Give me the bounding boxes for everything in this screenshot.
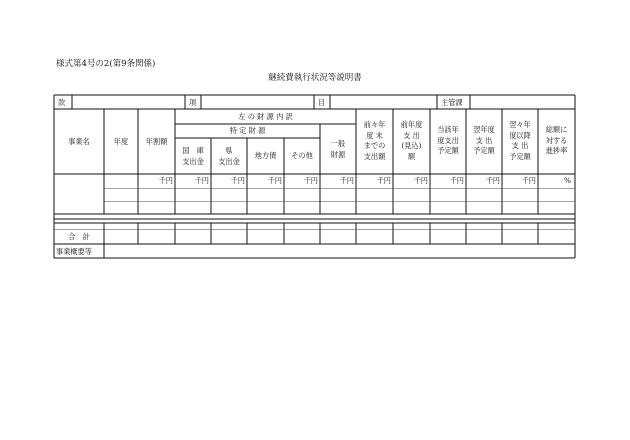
col-ippan: 一般 財源 <box>330 139 346 159</box>
unit-chihosai: 千円 <box>267 176 282 185</box>
unit-ippan: 千円 <box>339 176 354 185</box>
shukanka-label: 主管課 <box>441 98 463 107</box>
unit-zenzen: 千円 <box>376 176 391 185</box>
jigyo-gaiyo-label: 事業概要等 <box>56 247 92 256</box>
moku-label: 目 <box>318 98 326 107</box>
unit-ken: 千円 <box>230 176 245 185</box>
col-zenzen: 前々年 度 末 までの 支出額 <box>363 120 386 161</box>
document-title: 継続費執行状況等説明書 <box>268 73 362 83</box>
col-yokuyoku: 翌々年 度以降 支 出 予定額 <box>509 120 531 161</box>
col-nendo: 年度 <box>113 137 129 146</box>
col-sonota: その他 <box>291 151 313 160</box>
col-tokutei-zaigen: 特 定 財 源 <box>229 126 266 135</box>
col-zennendo: 前年度 支 出 (見込) 額 <box>400 120 423 161</box>
unit-sonota: 千円 <box>303 176 318 185</box>
col-togai: 当該年 度支出 予定額 <box>437 125 459 155</box>
col-jigyomei: 事業名 <box>68 137 90 146</box>
unit-zennendo: 千円 <box>413 176 428 185</box>
kan-label: 款 <box>58 98 66 107</box>
col-yokunendo: 翌年度 支 出 予定額 <box>473 125 495 155</box>
gokei-label: 合 計 <box>68 232 90 241</box>
unit-kokko: 千円 <box>194 176 209 185</box>
form-label: 様式第4号の2(第9条関係) <box>56 59 156 69</box>
col-kokko: 国 庫 支出金 <box>182 146 204 166</box>
col-ken: 県 支出金 <box>218 146 240 166</box>
col-zaigen-uchiwake: 左 の 財 源 内 訳 <box>238 112 293 121</box>
unit-togai: 千円 <box>449 176 464 185</box>
unit-nenwarigaku: 千円 <box>158 176 173 185</box>
kou-label: 項 <box>189 98 197 107</box>
unit-yokunendo: 千円 <box>485 176 500 185</box>
unit-soushinchoku: % <box>564 176 571 185</box>
col-nenwarigaku: 年割額 <box>145 137 168 146</box>
unit-yokuyoku: 千円 <box>521 176 536 185</box>
col-chihosai: 地方債 <box>254 151 277 160</box>
col-soushinchoku: 総額に 対する 進捗率 <box>545 125 568 155</box>
